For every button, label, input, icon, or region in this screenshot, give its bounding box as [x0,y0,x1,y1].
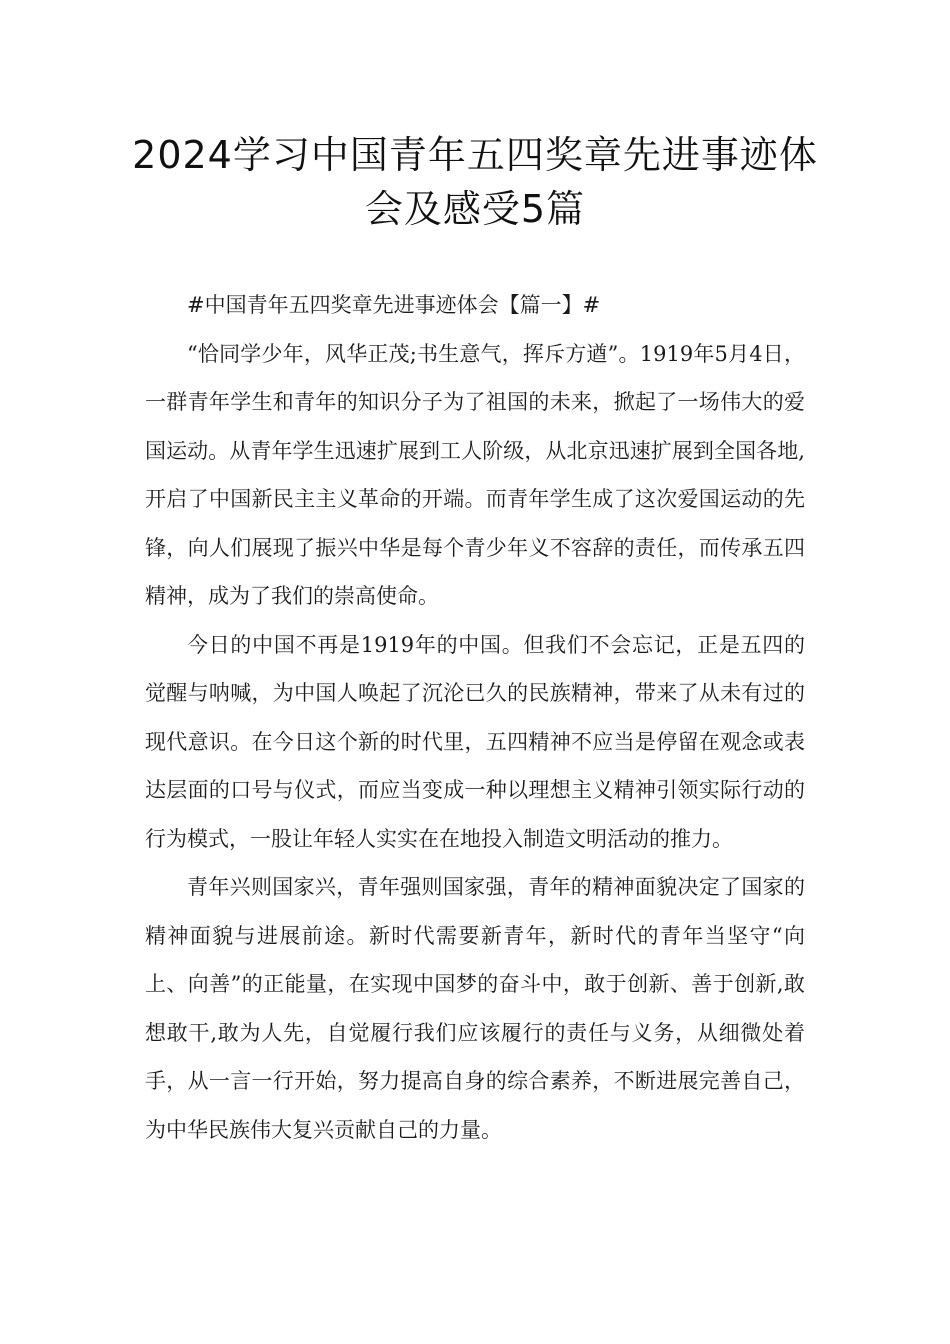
document-title: 2024学习中国青年五四奖章先进事迹体会及感受5篇 [132,133,818,231]
paragraph: 青年兴则国家兴，青年强则国家强，青年的精神面貌决定了国家的精神面貌与进展前途。新时代需要新青年，新时代的青年当坚守“向上、向善”的正能量，在实现中国梦的奋斗中，敢于创新、善于创新,敢想敢干,敢为人先，自觉履行我们应该履行的责任与义务，从细微处着手，从一言一行开始，努力提高自身的综合素养，不断进展完善自己，为中华民族伟大复兴贡献自己的力量。 [145,875,805,1142]
document-body [145,281,805,1154]
paragraph: 今日的中国不再是1919年的中国。但我们不会忘记，正是五四的觉醒与呐喊，为中国人唤起了沉沦已久的民族精神，带来了从未有过的现代意识。在今日这个新的时代里，五四精神不应当是停留在观念或表达层面的口号与仪式，而应当变成一种以理想主义精神引领实际行动的行为模式，一股让年轻人实实在在地投入制造文明活动的推力。 [145,632,805,851]
section-heading: #中国青年五四奖章先进事迹体会【篇一】# [187,293,601,317]
paragraph: “恰同学少年，风华正茂;书生意气，挥斥方遒”。1919年5月4日，一群青年学生和青年的知识分子为了祖国的未来，掀起了一场伟大的爱国运动。从青年学生迅速扩展到工人阶级，从北京迅速扩展到全国各地,开启了中国新民主主义革命的开端。而青年学生成了这次爱国运动的先锋，向人们展现了振兴中华是每个青少年义不容辞的责任，而传承五四精神，成为了我们的崇高使命。 [145,341,805,608]
